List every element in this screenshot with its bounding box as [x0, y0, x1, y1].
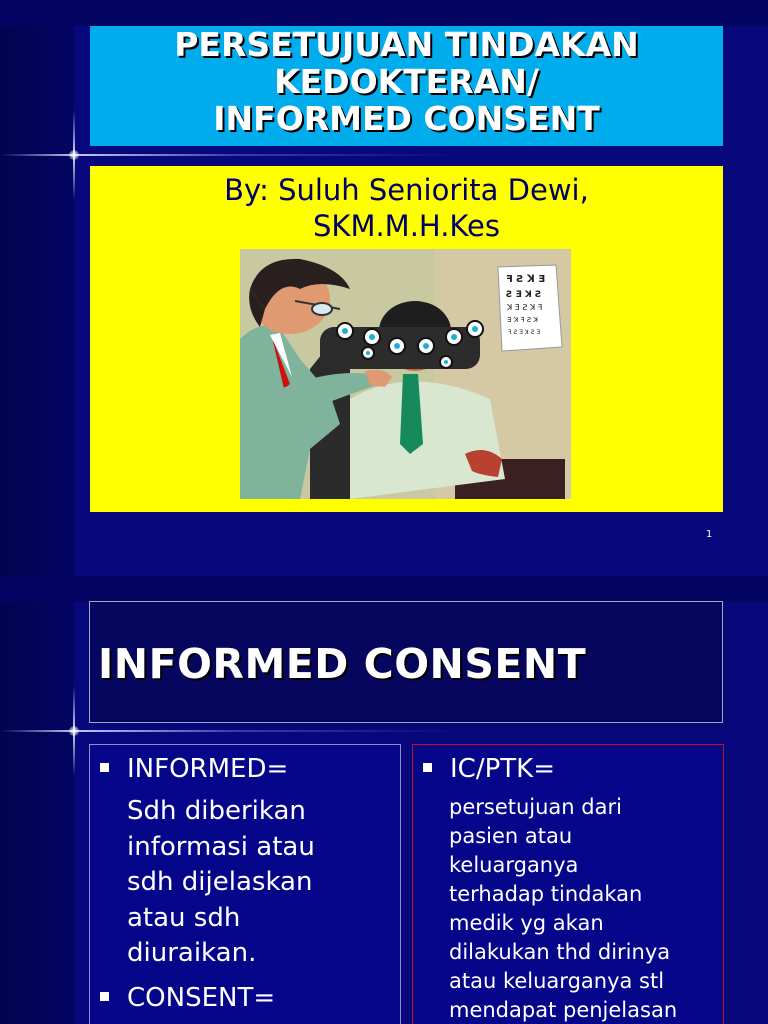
title-line: PERSETUJUAN TINDAKAN	[174, 25, 639, 64]
text-line: diuraikan.	[127, 938, 257, 968]
text-line: persetujuan dari	[449, 795, 622, 819]
left-decor-band	[0, 0, 74, 576]
eye-chart-row: ꟻ Ƨ Ǝ ꓘ Ƨ Ǝ	[508, 329, 541, 336]
text-line: pasien atau	[449, 824, 573, 848]
left-content-box	[89, 744, 401, 1024]
bullet-item	[100, 751, 288, 787]
title-line: KEDOKTERAN/	[274, 62, 539, 101]
eye-chart	[498, 265, 562, 351]
text-line: sdh dijelaskan	[127, 867, 313, 897]
slide-2	[0, 576, 768, 1024]
text-line: atau sdh	[127, 902, 241, 933]
decor-horizontal-line	[0, 154, 768, 156]
bullet-item	[100, 980, 275, 1016]
bullet-icon	[423, 763, 432, 772]
title-box	[90, 26, 723, 146]
author-line: SKM.M.H.Kes	[313, 209, 500, 243]
text-line: mendapat penjelasan	[449, 998, 678, 1022]
bullet-icon	[100, 763, 109, 772]
bullet-item	[423, 751, 555, 787]
decor-sparkle	[69, 726, 79, 736]
text-line: terhadap tindakan	[449, 882, 643, 906]
title-line: INFORMED CONSENT	[213, 99, 600, 138]
eye-chart-row: Ƨ Ǝ ꓘ Ƨ	[506, 290, 542, 300]
bullet-description	[127, 794, 315, 972]
decor-sparkle	[69, 150, 79, 160]
decor-horizontal-line	[0, 730, 768, 732]
bullet-icon	[100, 992, 109, 1001]
left-decor-band	[0, 576, 74, 1024]
slide-number: 1	[706, 529, 713, 540]
top-decor-band	[0, 0, 768, 26]
bullet-label: CONSENT=	[127, 983, 276, 1013]
text-line: atau keluarganya stl	[449, 969, 665, 993]
text-line: informasi atau	[127, 831, 315, 862]
slide-heading: INFORMED CONSENT	[98, 640, 587, 688]
eye-chart-row: ꟻ Ƨ ꓘ Ǝ	[506, 274, 546, 285]
optometrist-eye-exam-illustration	[240, 249, 571, 499]
text-line: Sdh diberikan	[127, 796, 306, 826]
phoropter	[320, 321, 483, 369]
text-line: medik yg akan	[449, 911, 604, 935]
right-content-box	[412, 744, 724, 1024]
bullet-label: INFORMED=	[127, 754, 289, 784]
text-line: keluarganya	[449, 853, 579, 877]
eye-chart-row: ꓘ Ǝ Ƨ ꓘ ꟻ	[507, 303, 543, 312]
top-decor-band	[0, 576, 768, 602]
author-line: By: Suluh Seniorita Dewi,	[224, 173, 589, 207]
bullet-description	[449, 793, 677, 1024]
text-line: dilakukan thd dirinya	[449, 940, 671, 964]
heading-box	[89, 601, 723, 723]
bullet-label: IC/PTK=	[450, 754, 555, 784]
eye-chart-row: Ǝ ꓘ ꟻ Ƨ ꓘ	[507, 316, 538, 324]
author-text	[90, 172, 723, 244]
author-panel	[90, 166, 723, 512]
